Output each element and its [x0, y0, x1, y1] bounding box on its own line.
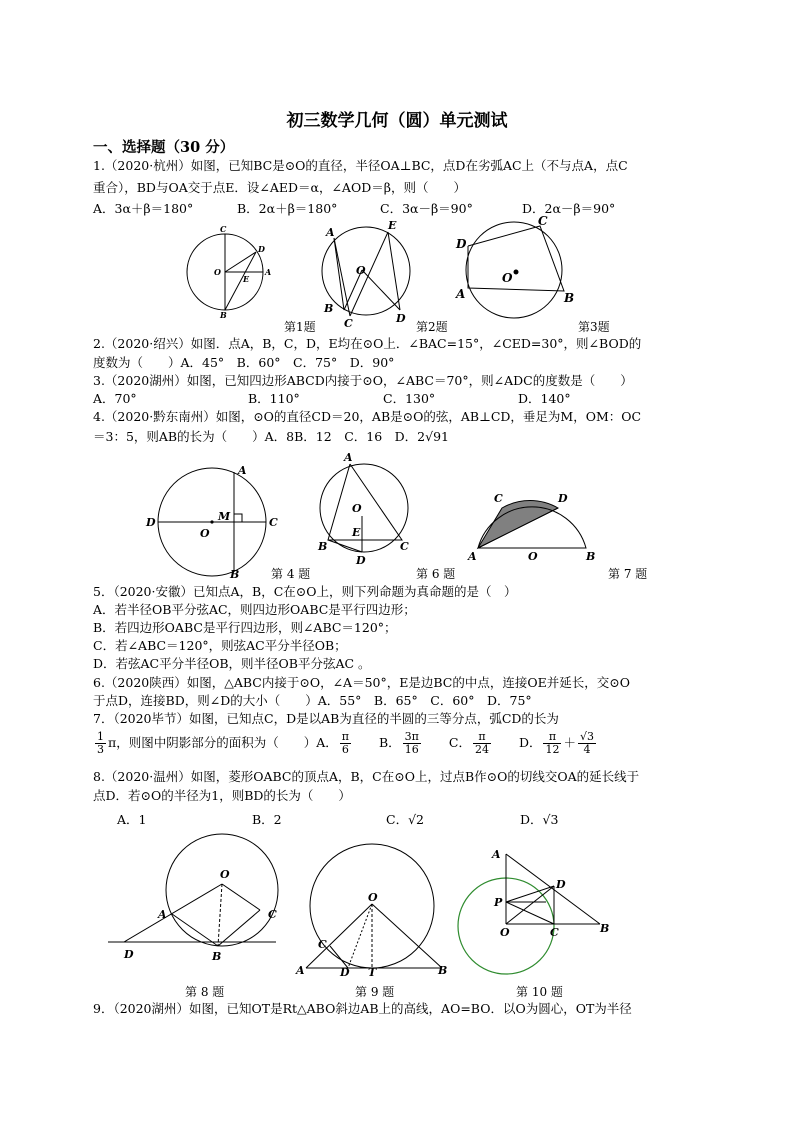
figure-7 [464, 486, 604, 566]
q8-option-b: B．2 [252, 812, 282, 827]
figure-4 [142, 462, 282, 582]
caption-fig1: 第1题 [284, 320, 316, 334]
svg-text:O: O [220, 868, 230, 881]
q1-option-a: A．3α＋β＝180° [93, 201, 194, 216]
q8-line1: 8.（2020·温州）如图，菱形OABC的顶点A，B，C在⊙O上，过点B作⊙O的切线交OA的延长线于 [93, 769, 640, 784]
svg-text:M: M [218, 510, 231, 523]
svg-text:B: B [318, 540, 328, 553]
svg-text:T: T [368, 966, 377, 979]
q3-option-b: B．110° [248, 391, 300, 406]
svg-text:O: O [352, 502, 362, 515]
svg-text:A: A [468, 550, 477, 563]
figure-3 [452, 216, 592, 316]
q6-line1: 6.（2020陕西）如图，△ABC内接于⊙O，∠A＝50°，E是边BC的中点，连接OE并延长，交⊙O [93, 675, 630, 690]
svg-text:D: D [396, 312, 406, 325]
page-title: 初三数学几何（圆）单元测试 [286, 111, 508, 131]
caption-fig7: 第 7 题 [608, 567, 648, 581]
caption-fig10: 第 10 题 [516, 985, 563, 999]
q1-line1: 1.（2020·杭州）如图，已知BC是⊙O的直径，半径OA⊥BC，点D在劣弧AC上（不与点A，点C [93, 158, 628, 173]
caption-fig8: 第 8 题 [185, 985, 225, 999]
svg-text:O: O [356, 264, 366, 277]
svg-text:D: D [356, 554, 366, 567]
svg-text:A: A [158, 908, 167, 921]
svg-text:A: A [265, 267, 272, 277]
q1-option-d: D．2α－β＝90° [522, 201, 616, 216]
q7-option-d-fraction: $\frac{\pi}{12}$ [545, 730, 560, 756]
q2-line1: 2.（2020·绍兴）如图．点A，B，C，D，E均在⊙O上．∠BAC=15°，∠CED=30°，则∠BOD的 [93, 336, 642, 351]
svg-text:A: A [238, 464, 247, 477]
q7-line2: $\frac{1}{3}$ π，则图中阴影部分的面积为（ ）A． $\frac{\pi}{6}$ B． $\frac{3\pi}{16}$ C． $\frac{\pi}{24}$ D． $\frac{\pi}{12}$ ＋ $\frac{√3}{4}$ [97, 730, 594, 756]
q4-line2: ＝3：5，则AB的长为（ ）A．8B．12 C．16 D．2√91 [93, 429, 450, 444]
svg-text:O: O [368, 891, 378, 904]
q8-option-d: D．√3 [520, 812, 559, 827]
q5-option-d: D．若弦AC平分半径OB，则半径OB平分弦AC 。 [93, 656, 371, 671]
svg-text:C: C [494, 492, 503, 505]
caption-fig4: 第 4 题 [271, 567, 311, 581]
svg-text:A: A [492, 848, 501, 861]
q5-line1: 5．（2020·安徽）已知点A，B，C在⊙O上，则下列命题为真命题的是（ ） [93, 584, 517, 599]
svg-text:C: C [400, 540, 409, 553]
q3-option-d: D．140° [518, 391, 571, 406]
svg-text:C: C [550, 926, 559, 939]
q9-line1: 9．（2020湖州）如图，已知OT是Rt△ABO斜边AB上的高线，AO=BO．以O为圆心，OT为半径 [93, 1001, 632, 1016]
svg-text:D: D [558, 492, 568, 505]
svg-text:O: O [214, 267, 221, 277]
svg-text:C: C [268, 908, 277, 921]
q7-option-d-fraction2: $\frac{√3}{4}$ [579, 730, 594, 756]
caption-fig3: 第3题 [578, 320, 610, 334]
figure-9 [296, 890, 456, 979]
q8-option-a: A．1 [117, 812, 147, 827]
svg-text:B: B [438, 964, 448, 977]
svg-text:E: E [243, 274, 250, 284]
q7-option-b-fraction: $\frac{3\pi}{16}$ [404, 730, 419, 756]
svg-text:A: A [456, 287, 466, 301]
svg-text:O: O [200, 527, 210, 540]
q8-line2: 点D．若⊙O的半径为1，则BD的长为（ ） [93, 788, 351, 803]
svg-text:B: B [230, 568, 240, 581]
q3-option-c: C．130° [383, 391, 436, 406]
q7-option-a-fraction: $\frac{\pi}{6}$ [341, 730, 349, 756]
svg-text:D: D [124, 948, 134, 961]
caption-fig9: 第 9 题 [355, 985, 395, 999]
svg-text:E: E [352, 526, 361, 539]
section-heading: 一、选择题（30 分） [93, 139, 235, 156]
svg-text:E: E [388, 219, 397, 232]
svg-text:B: B [212, 950, 222, 963]
svg-text:D: D [340, 966, 350, 979]
caption-fig2: 第2题 [416, 320, 448, 334]
svg-text:O: O [528, 550, 538, 563]
svg-text:D: D [456, 237, 467, 251]
caption-fig6: 第 6 题 [416, 567, 456, 581]
q2-line2: 度数为（ ）A．45° B．60° C．75° D．90° [93, 355, 395, 370]
q8-option-c: C．√2 [386, 812, 424, 827]
svg-text:B: B [220, 310, 227, 320]
figure-2 [316, 218, 426, 330]
q3-option-a: A．70° [93, 391, 137, 406]
q5-option-a: A．若半径OB平分弦AC，则四边形OABC是平行四边形； [93, 602, 416, 617]
q3-line1: 3.（2020湖州）如图，已知四边形ABCD内接于⊙O，∠ABC＝70°，则∠ADC的度数是（ ） [93, 373, 633, 388]
svg-text:C: C [220, 224, 227, 234]
q7-arc-fraction: $\frac{1}{3}$ [97, 730, 104, 756]
svg-text:D: D [258, 244, 265, 254]
svg-text:C: C [538, 214, 548, 228]
q7-line1: 7．（2020毕节）如图，已知点C，D是以AB为直径的半圆的三等分点，弧CD的长为 [93, 711, 559, 726]
q1-option-b: B．2α＋β＝180° [237, 201, 338, 216]
svg-text:B: B [600, 922, 610, 935]
svg-text:B: B [586, 550, 596, 563]
q7-option-c-fraction: $\frac{\pi}{24}$ [474, 730, 489, 756]
svg-text:A: A [296, 964, 305, 977]
svg-text:A: A [326, 226, 335, 239]
svg-text:B: B [564, 291, 575, 305]
svg-text:D: D [556, 878, 566, 891]
q6-line2: 于点D，连接BD，则∠D的大小（ ）A．55° B．65° C．60° D．75° [93, 693, 532, 708]
svg-text:O: O [502, 271, 513, 285]
figure-8 [106, 838, 282, 970]
q5-option-c: C．若∠ABC＝120°，则弦AC平分半径OB； [93, 638, 347, 653]
figure-6 [316, 450, 416, 565]
q4-line1: 4.（2020·黔东南州）如图，⊙O的直径CD＝20，AB是⊙O的弦，AB⊥CD，垂足为M，OM：OC [93, 409, 642, 424]
svg-text:C: C [318, 938, 327, 951]
figure-10 [452, 846, 622, 976]
svg-text:O: O [500, 926, 510, 939]
svg-text:P: P [494, 896, 503, 909]
svg-text:A: A [344, 451, 353, 464]
svg-text:C: C [344, 317, 353, 330]
q5-option-b: B．若四边形OABC是平行四边形，则∠ABC＝120°； [93, 620, 397, 635]
q1-option-c: C．3α－β＝90° [380, 201, 473, 216]
svg-text:D: D [146, 516, 156, 529]
svg-text:C: C [269, 516, 278, 529]
svg-text:B: B [324, 302, 334, 315]
figure-1 [180, 222, 280, 322]
q1-line2: 重合），BD与OA交于点E．设∠AED＝α，∠AOD＝β，则（ ） [93, 180, 466, 195]
